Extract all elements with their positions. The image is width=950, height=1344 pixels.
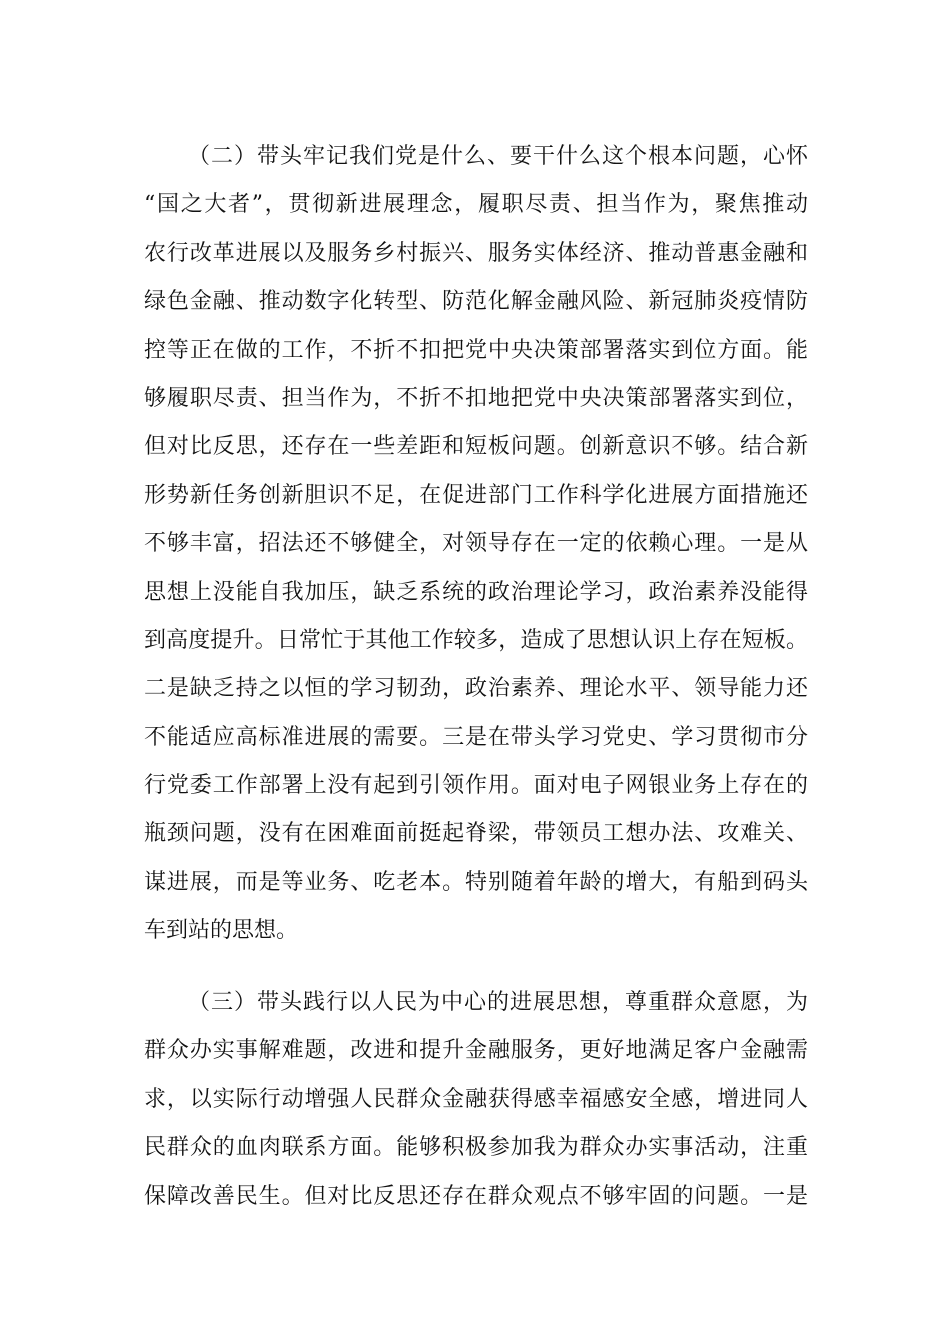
text-line: 保障改善民生。但对比反思还存在群众观点不够牢固的问题。一是	[144, 1183, 808, 1209]
text-line: 瓶颈问题，没有在困难面前挺起脊梁，带领员工想办法、攻难关、	[144, 821, 808, 847]
paragraph-three	[144, 979, 808, 1221]
text-line: 够履职尽责、担当作为，不折不扣地把党中央决策部署落实到位，	[144, 385, 808, 411]
text-line: 形势新任务创新胆识不足，在促进部门工作科学化进展方面措施还	[144, 482, 808, 508]
text-line: 谋进展，而是等业务、吃老本。特别随着年龄的增大，有船到码头	[144, 869, 808, 895]
paragraph-two	[144, 133, 808, 956]
text-line: 不能适应高标准进展的需要。三是在带头学习党史、学习贯彻市分	[144, 724, 808, 750]
text-line: 不够丰富，招法还不够健全，对领导存在一定的依赖心理。一是从	[144, 531, 808, 557]
text-line: 群众办实事解难题，改进和提升金融服务，更好地满足客户金融需	[144, 1038, 808, 1064]
text-line: （二）带头牢记我们党是什么、要干什么这个根本问题，心怀	[188, 144, 808, 169]
text-line: 到高度提升。日常忙于其他工作较多，造成了思想认识上存在短板。	[144, 627, 808, 653]
text-line: 控等正在做的工作，不折不扣把党中央决策部署落实到位方面。能	[144, 337, 808, 363]
text-line: “国之大者”，贯彻新进展理念，履职尽责、担当作为，聚焦推动	[144, 192, 808, 218]
text-line: 行党委工作部署上没有起到引领作用。面对电子网银业务上存在的	[144, 773, 808, 799]
text-line: （三）带头践行以人民为中心的进展思想，尊重群众意愿，为	[188, 990, 808, 1015]
text-line: 民群众的血肉联系方面。能够积极参加我为群众办实事活动，注重	[144, 1135, 808, 1161]
text-line: 绿色金融、推动数字化转型、防范化解金融风险、新冠肺炎疫情防	[144, 289, 808, 315]
text-line: 但对比反思，还存在一些差距和短板问题。创新意识不够。结合新	[144, 434, 808, 460]
text-line: 农行改革进展以及服务乡村振兴、服务实体经济、推动普惠金融和	[144, 240, 808, 266]
text-line: 思想上没能自我加压，缺乏系统的政治理论学习，政治素养没能得	[144, 579, 808, 605]
text-line: 车到站的思想。	[144, 918, 299, 944]
text-line: 二是缺乏持之以恒的学习韧劲，政治素养、理论水平、领导能力还	[144, 676, 808, 702]
text-line: 求，以实际行动增强人民群众金融获得感幸福感安全感，增进同人	[144, 1086, 808, 1112]
